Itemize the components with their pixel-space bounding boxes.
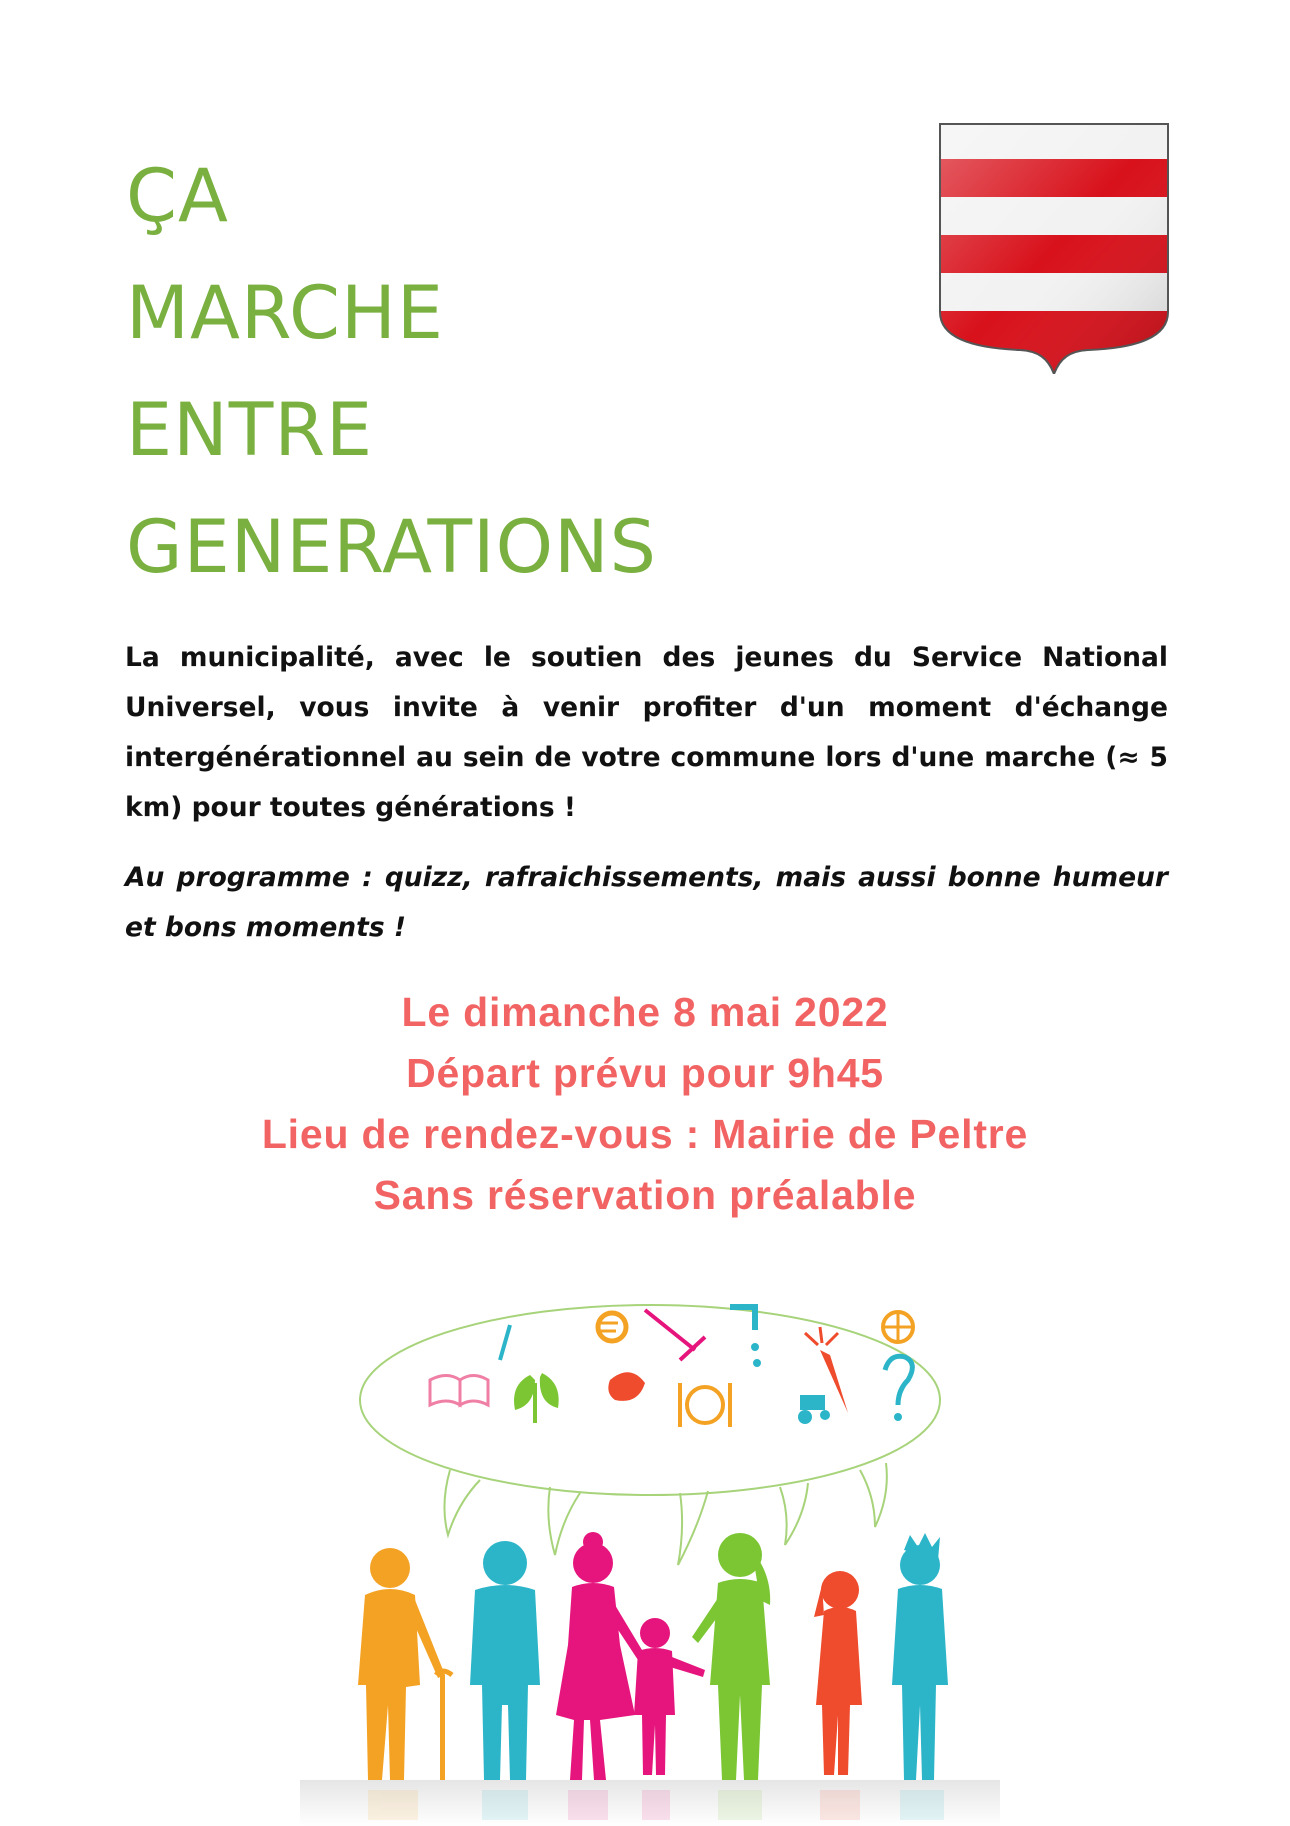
elderly-man-figure	[358, 1548, 452, 1780]
woman-figure	[556, 1532, 645, 1780]
wheel-icon	[883, 1312, 913, 1342]
leaf-icon	[514, 1373, 559, 1423]
title-line-1: ÇA	[126, 154, 229, 239]
man-figure	[470, 1541, 540, 1780]
event-meeting-point: Lieu de rendez-vous : Mairie de Peltre	[261, 1111, 1029, 1157]
event-reservation: Sans réservation préalable	[373, 1172, 917, 1218]
pen-icon	[500, 1325, 510, 1360]
tractor-icon	[798, 1395, 830, 1424]
rake-icon	[645, 1310, 705, 1360]
girl-figure	[814, 1571, 862, 1775]
euro-icon	[598, 1313, 626, 1341]
coat-of-arms-icon	[938, 122, 1170, 374]
title-line-4: GENERATIONS	[126, 505, 657, 590]
event-info	[0, 982, 1290, 1226]
book-icon	[430, 1376, 488, 1406]
faucet-icon	[730, 1307, 761, 1367]
teen-figure	[892, 1533, 948, 1780]
question-mark-icon	[885, 1356, 912, 1421]
plate-icon	[680, 1383, 730, 1427]
event-departure: Départ prévu pour 9h45	[406, 1050, 884, 1096]
intro-paragraph: La municipalité, avec le soutien des jeunes du Service National Universel, vous invite à venir profiter d'un moment d'échange intergénérationnel au sein de votre commune lors d'une marche (≈ 5 km) pour toutes générations !	[125, 642, 1168, 823]
intergenerational-people-illustration	[300, 1265, 1000, 1826]
bird-icon	[608, 1372, 645, 1401]
poster-title	[126, 138, 657, 606]
title-line-2: MARCHE	[126, 271, 444, 356]
event-date: Le dimanche 8 mai 2022	[401, 989, 889, 1035]
title-line-3: ENTRE	[126, 388, 374, 473]
program-paragraph: Au programme : quizz, rafraichissements, mais aussi bonne humeur et bons moments !	[125, 862, 1168, 943]
tall-woman-figure	[692, 1533, 770, 1780]
child-figure	[634, 1618, 705, 1775]
